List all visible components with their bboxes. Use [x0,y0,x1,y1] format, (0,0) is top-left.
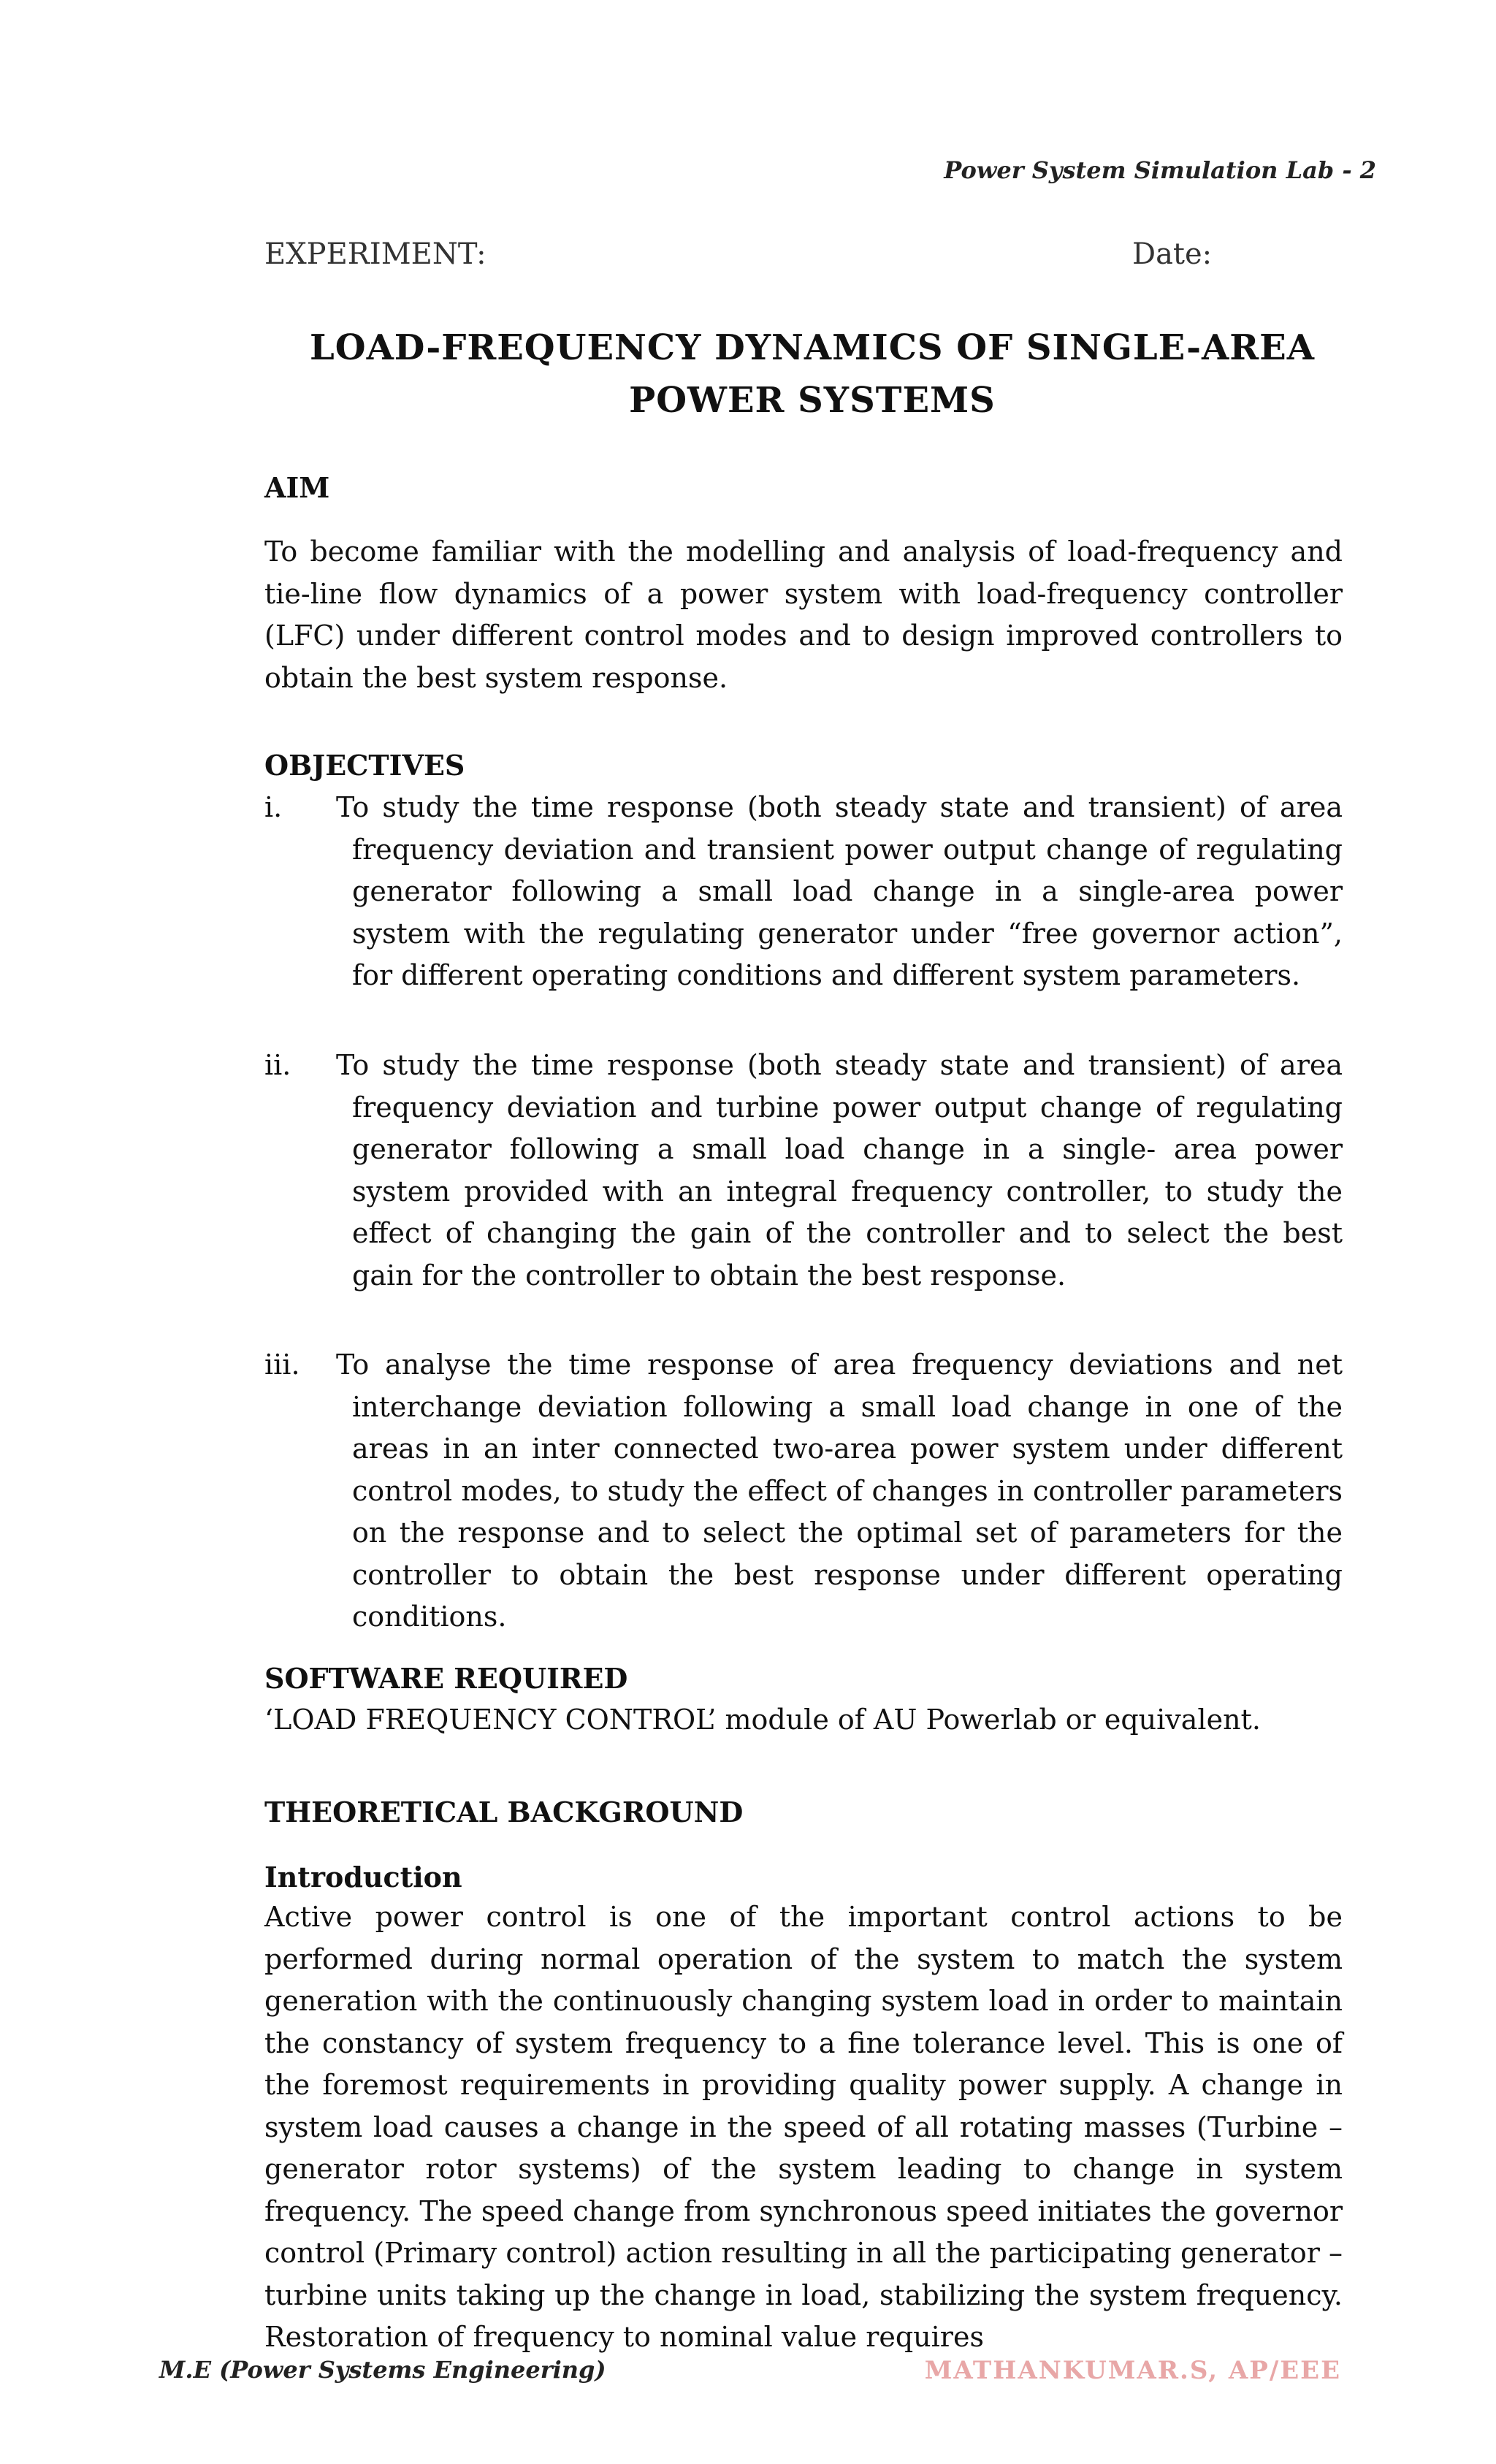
experiment-label: EXPERIMENT: [264,237,486,271]
software-text: ‘LOAD FREQUENCY CONTROL’ module of AU Powerlab or equivalent. [264,1704,1261,1736]
objective-number: iii. [264,1349,300,1381]
running-header: Power System Simulation Lab - 2 [944,156,1376,184]
experiment-line [264,237,1214,271]
objectives-heading: OBJECTIVES [264,749,465,782]
title-line-1: LOAD-FREQUENCY DYNAMICS OF SINGLE-AREA [310,327,1315,368]
introduction-text: Active power control is one of the important control actions to be performed during normal operation of the system to match the system generation with the continuously changing system load in order to maintain the constancy of system frequency to a fine tolerance level. This is one of the foremost requirements in providing quality power supply. A change in system load causes a change in the speed of all rotating masses (Turbine – generator rotor systems) of the system leading to change in system frequency. The speed change from synchronous speed initiates the governor control (Primary control) action resulting in all the participating generator – turbine units taking up the change in load, stabilizing the system frequency. Restoration of frequency to nominal value requires [264,1901,1343,2353]
objective-item [264,1045,1343,1297]
objective-number: i. [264,791,283,823]
theory-heading: THEORETICAL BACKGROUND [264,1796,744,1828]
aim-text: To become familiar with the modelling and analysis of load-frequency and tie-line flow dynamics of a power system with load-frequency controller (LFC) under different control modes and to design improved controllers to obtain the best system response. [264,535,1343,694]
objective-item [264,1344,1343,1639]
date-label: Date: [1132,237,1213,271]
software-heading: SOFTWARE REQUIRED [264,1662,628,1695]
aim-heading: AIM [264,471,330,504]
document-title [264,321,1360,427]
objective-text: To analyse the time response of area frequency deviations and net interchange deviation following a small load change in one of the areas in an inter connected two-area power system under different control modes, to study the effect of changes in controller parameters on the response and to select the optimal set of parameters for the controller to obtain the best response under different operating conditions. [336,1349,1343,1633]
title-line-2: POWER SYSTEMS [629,380,996,421]
introduction-heading: Introduction [264,1861,462,1893]
objective-number: ii. [264,1049,291,1081]
footer-author: MATHANKUMAR.S, AP/EEE [924,2356,1341,2385]
objective-text: To study the time response (both steady state and transient) of area frequency deviation and turbine power output change of regulating generator following a small load change in a single- area power system provided with an integral frequency controller, to study the effect of changing the gain of the controller and to select the best gain for the controller to obtain the best response. [336,1049,1343,1292]
footer-course: M.E (Power Systems Engineering) [159,2356,606,2384]
objective-item [264,787,1343,997]
objective-text: To study the time response (both steady state and transient) of area frequency deviation and transient power output change of regulating generator following a small load change in a single-area power system with the regulating generator under “free governor action”, for different operating conditions and different system parameters. [336,791,1343,991]
